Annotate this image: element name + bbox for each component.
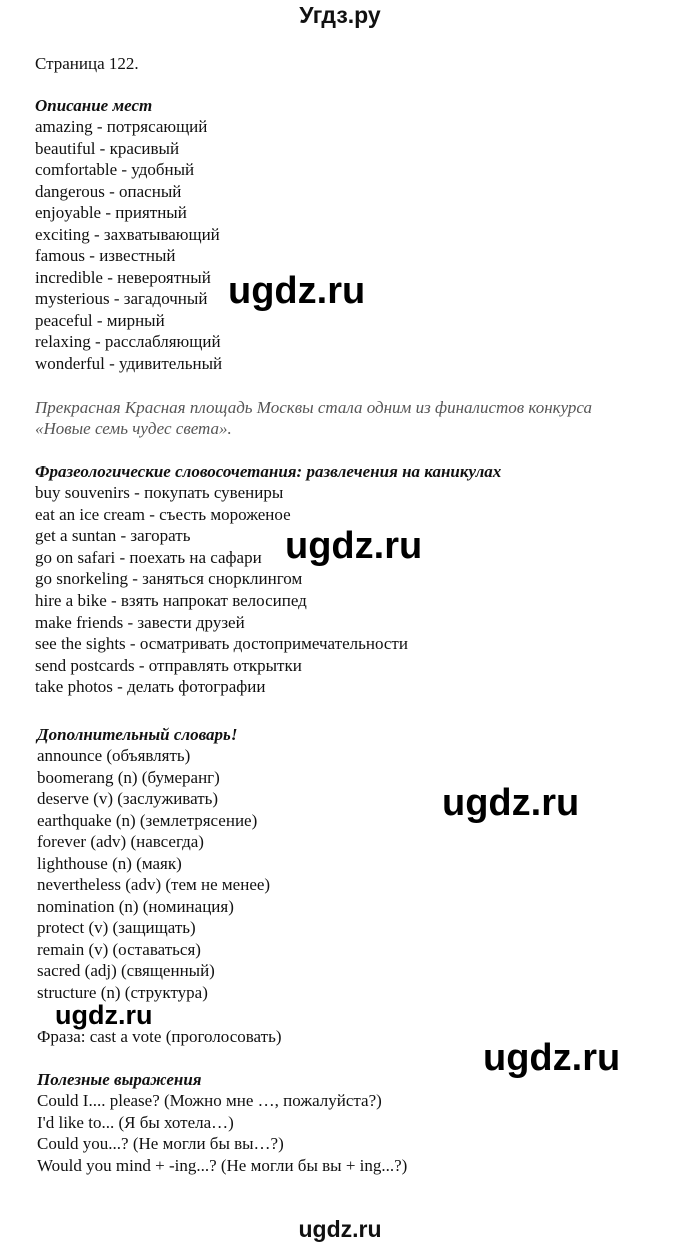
vocab-item: remain (v) (оставаться) (37, 939, 201, 959)
vocab-item: amazing - потрясающий (35, 117, 208, 136)
expression-item: Would you mind + -ing...? (Не могли бы вы + ing...?) (37, 1155, 408, 1175)
watermark: ugdz.ru (55, 1000, 153, 1030)
vocab-item: structure (n) (структура) (37, 982, 208, 1002)
site-footer: ugdz.ru (298, 1216, 382, 1242)
watermark: ugdz.ru (483, 1037, 621, 1079)
vocab-item: famous - известный (35, 246, 176, 265)
vocab-item: protect (v) (защищать) (37, 918, 196, 937)
section-heading-phrases: Фразеологические словосочетания: развлечения на каникулах (35, 462, 502, 481)
phrase-item: get a suntan - загорать (35, 526, 191, 546)
phrase-item: buy souvenirs - покупать сувениры (35, 483, 284, 502)
watermark: ugdz.ru (285, 525, 423, 567)
vocab-item: nomination (n) (номинация) (37, 896, 234, 916)
vocab-item: boomerang (n) (бумеранг) (37, 767, 220, 787)
vocab-item: wonderful - удивительный (35, 353, 223, 373)
page-label: Страница 122. (35, 54, 139, 73)
vocab-item: peaceful - мирный (35, 310, 165, 330)
section-heading-places: Описание мест (35, 96, 153, 115)
phrase-item: take photos - делать фотографии (35, 677, 266, 697)
phrase-item: send postcards - отправлять открытки (35, 655, 302, 675)
vocab-item: nevertheless (adv) (тем не менее) (37, 875, 271, 894)
vocab-item: comfortable - удобный (35, 160, 195, 179)
phrase-item: go on safari - поехать на сафари (35, 547, 262, 567)
vocab-item: lighthouse (n) (маяк) (37, 853, 182, 873)
vocab-item: mysterious - загадочный (35, 289, 208, 308)
phrase-item: hire a bike - взять напрокат велосипед (35, 591, 307, 610)
expression-item: Could I.... please? (Можно мне …, пожалуйста?) (37, 1091, 382, 1110)
phrase-item: make friends - завести друзей (35, 612, 245, 632)
expression-item: I'd like to... (Я бы хотела…) (37, 1112, 234, 1132)
vocab-item: relaxing - расслабляющий (35, 332, 221, 351)
watermark: ugdz.ru (442, 782, 580, 824)
vocab-item: sacred (adj) (священный) (37, 961, 215, 980)
vocab-item: exciting - захватывающий (35, 224, 220, 244)
phrase-item: go snorkeling - заняться снорклингом (35, 569, 303, 589)
phrase-item: eat an ice cream - съесть мороженое (35, 504, 291, 524)
vocab-item: dangerous - опасный (35, 181, 182, 201)
site-header: Угдз.ру (299, 2, 381, 28)
expression-item: Could you...? (Не могли бы вы…?) (37, 1134, 284, 1153)
vocab-item: deserve (v) (заслуживать) (37, 789, 219, 808)
extra-phrase: Фраза: cast a vote (проголосовать) (37, 1027, 282, 1046)
section-heading-useful: Полезные выражения (37, 1070, 202, 1089)
vocab-item: enjoyable - приятный (35, 203, 187, 222)
watermark: ugdz.ru (228, 270, 366, 312)
section-heading-extra: Дополнительный словарь! (37, 725, 238, 744)
vocab-item: incredible - невероятный (35, 267, 211, 287)
phrase-item: see the sights - осматривать достопримечательности (35, 634, 408, 654)
note-line-2: «Новые семь чудес света». (35, 419, 232, 438)
vocab-item: announce (объявлять) (37, 746, 191, 765)
vocab-item: beautiful - красивый (35, 138, 180, 158)
vocab-item: earthquake (n) (землетрясение) (37, 810, 258, 830)
note-line-1: Прекрасная Красная площадь Москвы стала одним из финалистов конкурса (35, 398, 593, 417)
vocab-item: forever (adv) (навсегда) (37, 832, 204, 851)
